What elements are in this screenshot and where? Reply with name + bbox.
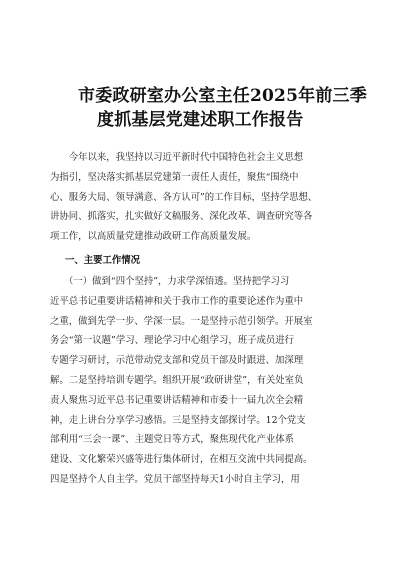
intro-line: 为指引，坚决落实抓基层党建第一责任人责任，聚焦“围绕中: [50, 171, 299, 183]
intro-line: 今年以来，我坚持以习近平新时代中国特色社会主义思想: [50, 152, 304, 163]
section-line: 建设、文化繁荣兴盛等进行集体研讨，在相互交流中共同提高。: [50, 454, 313, 466]
section-line: （一）做到“四个坚持”，力求学深悟透。坚持把学习习: [50, 276, 290, 287]
section-line: 务会“第一议题”学习、理论学习中心组学习，班子成员进行: [50, 335, 294, 347]
section-line: 部利用“三会一课”、主题党日等方式，聚焦现代化产业体系: [50, 434, 294, 446]
intro-line: 项工作，以高质量党建推动政研工作高质量发展。: [50, 231, 257, 243]
document-title-line-1: 市委政研室办公室主任2025年前三季: [78, 86, 367, 106]
section-line: 近平总书记重要讲话精神和关于我市工作的重要论述作为重中: [50, 295, 304, 307]
section-paragraph: [50, 272, 370, 490]
intro-line: 心、服务大局、领导满意、各方认可”的工作目标，坚持学思想、: [50, 191, 318, 203]
section-line: 责人聚焦习近平总书记重要讲话精神和市委十一届九次全会精: [50, 394, 304, 406]
section-line: 专题学习研讨，示范带动党支部和党员干部及时跟进、加深理: [50, 355, 304, 367]
intro-line: 讲协同、抓落实，扎实做好文稿服务、深化改革、调查研究等各: [50, 211, 313, 223]
intro-paragraph: [50, 148, 370, 247]
section-line: 神，走上讲台分享学习感悟。三是坚持支部探讨学。12个党支: [50, 414, 306, 426]
section-heading: 一、主要工作情况: [65, 255, 141, 266]
document-title-line-2: 度抓基层党建述职工作报告: [97, 110, 304, 130]
section-line: 之重，做到先学一步、学深一层。一是坚持示范引领学。开展室: [50, 315, 313, 327]
section-line: 四是坚持个人自主学。党员干部坚持每天1小时自主学习，用: [50, 473, 300, 485]
section-line: 解。二是坚持培训专题学。组织开展“政研讲堂”，有关处室负: [50, 374, 304, 386]
